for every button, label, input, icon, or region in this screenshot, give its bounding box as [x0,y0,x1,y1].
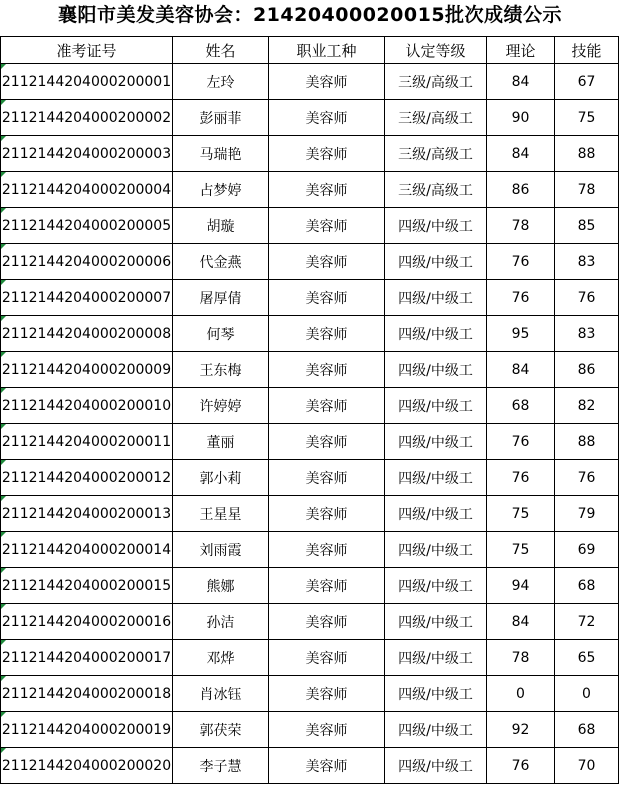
cell-occupation[interactable]: 美容师 [269,316,385,352]
cell-exam-id[interactable]: 2112144204000200004 [1,172,173,208]
header-name[interactable]: 姓名 [173,37,269,64]
cell-name[interactable]: 郭小莉 [173,460,269,496]
cell-skill[interactable]: 67 [555,64,619,100]
cell-name[interactable]: 王星星 [173,496,269,532]
header-occupation[interactable]: 职业工种 [269,37,385,64]
cell-exam-id[interactable]: 2112144204000200001 [1,64,173,100]
table-row [1,640,619,676]
cell-level[interactable]: 三级/高级工 [385,136,487,172]
cell-exam-id[interactable]: 2112144204000200010 [1,388,173,424]
cell-skill[interactable]: 70 [555,748,619,784]
header-exam-id[interactable]: 准考证号 [1,37,173,64]
cell-theory[interactable]: 75 [487,496,555,532]
cell-exam-id[interactable]: 2112144204000200020 [1,748,173,784]
cell-theory[interactable]: 84 [487,136,555,172]
cell-level[interactable]: 四级/中级工 [385,676,487,712]
cell-level[interactable]: 三级/高级工 [385,64,487,100]
cell-skill[interactable]: 65 [555,640,619,676]
cell-theory[interactable]: 94 [487,568,555,604]
cell-level[interactable]: 四级/中级工 [385,496,487,532]
cell-name[interactable]: 肖冰钰 [173,676,269,712]
header-row [1,37,619,64]
cell-occupation[interactable]: 美容师 [269,496,385,532]
table-row [1,748,619,784]
table-row [1,676,619,712]
cell-theory[interactable]: 76 [487,424,555,460]
cell-occupation[interactable]: 美容师 [269,280,385,316]
cell-name[interactable]: 董丽 [173,424,269,460]
cell-level[interactable]: 四级/中级工 [385,532,487,568]
cell-level[interactable]: 四级/中级工 [385,352,487,388]
cell-occupation[interactable]: 美容师 [269,676,385,712]
table-row [1,568,619,604]
cell-level[interactable]: 三级/高级工 [385,100,487,136]
cell-name[interactable]: 何琴 [173,316,269,352]
cell-skill[interactable]: 68 [555,568,619,604]
cell-occupation[interactable]: 美容师 [269,640,385,676]
cell-skill[interactable]: 85 [555,208,619,244]
cell-name[interactable]: 左玲 [173,64,269,100]
table-row [1,208,619,244]
cell-occupation[interactable]: 美容师 [269,352,385,388]
table-row [1,352,619,388]
cell-occupation[interactable]: 美容师 [269,172,385,208]
cell-occupation[interactable]: 美容师 [269,64,385,100]
cell-name[interactable]: 胡璇 [173,208,269,244]
table-body [1,64,619,784]
cell-exam-id[interactable]: 2112144204000200003 [1,136,173,172]
cell-theory[interactable]: 92 [487,712,555,748]
page-title: 襄阳市美发美容协会：21420400020015批次成绩公示 [57,4,563,26]
cell-occupation[interactable]: 美容师 [269,532,385,568]
cell-theory[interactable]: 78 [487,640,555,676]
cell-skill[interactable]: 79 [555,496,619,532]
cell-level[interactable]: 四级/中级工 [385,748,487,784]
table-row [1,712,619,748]
table-row [1,316,619,352]
cell-occupation[interactable]: 美容师 [269,568,385,604]
header-skill[interactable]: 技能 [555,37,619,64]
cell-skill[interactable]: 88 [555,136,619,172]
cell-name[interactable]: 许婷婷 [173,388,269,424]
cell-theory[interactable]: 78 [487,208,555,244]
cell-theory[interactable]: 95 [487,316,555,352]
table-row [1,136,619,172]
cell-level[interactable]: 三级/高级工 [385,172,487,208]
cell-exam-id[interactable]: 2112144204000200018 [1,676,173,712]
score-table [0,36,619,784]
cell-exam-id[interactable]: 2112144204000200012 [1,460,173,496]
table-row [1,64,619,100]
cell-name[interactable]: 彭丽菲 [173,100,269,136]
cell-name[interactable]: 马瑞艳 [173,136,269,172]
cell-skill[interactable]: 72 [555,604,619,640]
table-row [1,280,619,316]
cell-skill[interactable]: 76 [555,460,619,496]
cell-occupation[interactable]: 美容师 [269,208,385,244]
cell-occupation[interactable]: 美容师 [269,388,385,424]
cell-name[interactable]: 王东梅 [173,352,269,388]
cell-occupation[interactable]: 美容师 [269,460,385,496]
cell-exam-id[interactable]: 2112144204000200011 [1,424,173,460]
cell-theory[interactable]: 84 [487,64,555,100]
cell-theory[interactable]: 86 [487,172,555,208]
cell-occupation[interactable]: 美容师 [269,712,385,748]
cell-name[interactable]: 李子慧 [173,748,269,784]
cell-skill[interactable]: 86 [555,352,619,388]
cell-exam-id[interactable]: 2112144204000200002 [1,100,173,136]
table-row [1,388,619,424]
cell-level[interactable]: 四级/中级工 [385,460,487,496]
cell-skill[interactable]: 78 [555,172,619,208]
cell-occupation[interactable]: 美容师 [269,748,385,784]
cell-name[interactable]: 占梦婷 [173,172,269,208]
cell-name[interactable]: 郭茯荣 [173,712,269,748]
cell-theory[interactable]: 76 [487,244,555,280]
cell-skill[interactable]: 75 [555,100,619,136]
cell-skill[interactable]: 69 [555,532,619,568]
cell-level[interactable]: 四级/中级工 [385,244,487,280]
cell-level[interactable]: 四级/中级工 [385,388,487,424]
cell-theory[interactable]: 84 [487,352,555,388]
cell-exam-id[interactable]: 2112144204000200009 [1,352,173,388]
cell-exam-id[interactable]: 2112144204000200007 [1,280,173,316]
table-row [1,100,619,136]
cell-skill[interactable]: 83 [555,316,619,352]
table-row [1,460,619,496]
header-level[interactable]: 认定等级 [385,37,487,64]
cell-theory[interactable]: 76 [487,280,555,316]
cell-theory[interactable]: 0 [487,676,555,712]
cell-name[interactable]: 刘雨霞 [173,532,269,568]
cell-name[interactable]: 孙洁 [173,604,269,640]
cell-name[interactable]: 代金燕 [173,244,269,280]
cell-name[interactable]: 屠厚倩 [173,280,269,316]
cell-occupation[interactable]: 美容师 [269,136,385,172]
cell-occupation[interactable]: 美容师 [269,424,385,460]
cell-theory[interactable]: 84 [487,604,555,640]
cell-level[interactable]: 四级/中级工 [385,604,487,640]
table-row [1,604,619,640]
cell-occupation[interactable]: 美容师 [269,100,385,136]
cell-skill[interactable]: 88 [555,424,619,460]
cell-theory[interactable]: 75 [487,532,555,568]
cell-theory[interactable]: 76 [487,460,555,496]
header-theory[interactable]: 理论 [487,37,555,64]
cell-occupation[interactable]: 美容师 [269,244,385,280]
cell-exam-id[interactable]: 2112144204000200005 [1,208,173,244]
table-row [1,244,619,280]
cell-skill[interactable]: 82 [555,388,619,424]
cell-theory[interactable]: 90 [487,100,555,136]
cell-occupation[interactable]: 美容师 [269,604,385,640]
cell-skill[interactable]: 83 [555,244,619,280]
cell-level[interactable]: 四级/中级工 [385,280,487,316]
cell-level[interactable]: 四级/中级工 [385,208,487,244]
table-row [1,532,619,568]
cell-level[interactable]: 四级/中级工 [385,640,487,676]
cell-skill[interactable]: 0 [555,676,619,712]
cell-exam-id[interactable]: 2112144204000200006 [1,244,173,280]
cell-level[interactable]: 四级/中级工 [385,712,487,748]
cell-exam-id[interactable]: 2112144204000200017 [1,640,173,676]
cell-skill[interactable]: 68 [555,712,619,748]
cell-exam-id[interactable]: 2112144204000200015 [1,568,173,604]
table-row [1,424,619,460]
cell-theory[interactable]: 68 [487,388,555,424]
cell-level[interactable]: 四级/中级工 [385,568,487,604]
cell-name[interactable]: 邓烨 [173,640,269,676]
cell-exam-id[interactable]: 2112144204000200008 [1,316,173,352]
cell-theory[interactable]: 76 [487,748,555,784]
cell-level[interactable]: 四级/中级工 [385,316,487,352]
table-row [1,496,619,532]
table-row [1,172,619,208]
cell-name[interactable]: 熊娜 [173,568,269,604]
cell-level[interactable]: 四级/中级工 [385,424,487,460]
cell-exam-id[interactable]: 2112144204000200019 [1,712,173,748]
cell-exam-id[interactable]: 2112144204000200016 [1,604,173,640]
cell-exam-id[interactable]: 2112144204000200013 [1,496,173,532]
cell-skill[interactable]: 76 [555,280,619,316]
cell-exam-id[interactable]: 2112144204000200014 [1,532,173,568]
